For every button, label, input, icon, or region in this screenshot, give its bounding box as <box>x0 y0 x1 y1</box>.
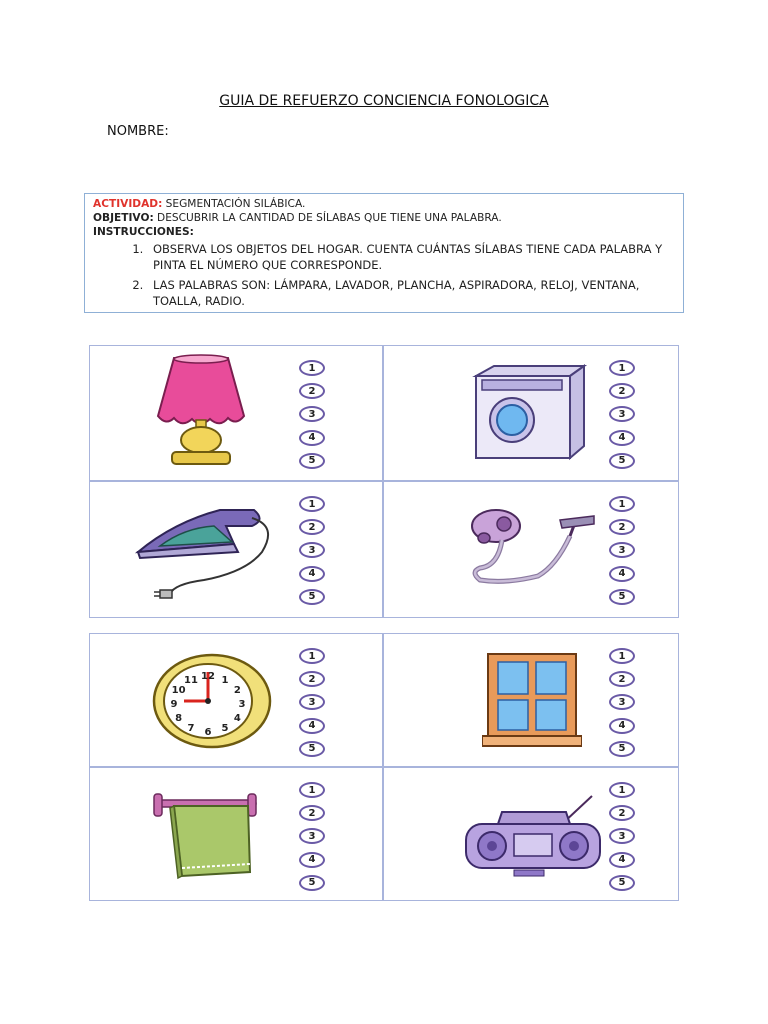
clock-numeral: 6 <box>204 727 212 738</box>
objective-text: DESCUBRIR LA CANTIDAD DE SÍLABAS QUE TIENE UNA PALABRA. <box>153 212 502 224</box>
number-option-4[interactable]: 4 <box>609 430 635 446</box>
number-option-3[interactable]: 3 <box>609 694 635 710</box>
number-option-2[interactable]: 2 <box>299 519 325 535</box>
number-option-3[interactable]: 3 <box>299 694 325 710</box>
number-option-1[interactable]: 1 <box>609 496 635 512</box>
instruction-step: 2. LAS PALABRAS SON: LÁMPARA, LAVADOR, PLANCHA, ASPIRADORA, RELOJ, VENTANA, TOALLA, RADIO. <box>147 277 675 309</box>
number-option-4[interactable]: 4 <box>609 718 635 734</box>
number-option-3[interactable]: 3 <box>609 542 635 558</box>
clock-numeral: 8 <box>175 713 183 724</box>
clock-numeral: 3 <box>238 699 246 710</box>
number-option-2[interactable]: 2 <box>609 671 635 687</box>
activity-line <box>93 197 675 211</box>
clock-icon <box>150 652 274 750</box>
number-option-3[interactable]: 3 <box>299 406 325 422</box>
item-cell-towel <box>90 768 382 900</box>
activity-label: ACTIVIDAD: <box>93 198 163 210</box>
number-option-4[interactable]: 4 <box>299 430 325 446</box>
page-title: GUIA DE REFUERZO CONCIENCIA FONOLOGICA <box>219 93 549 109</box>
number-option-1[interactable]: 1 <box>609 782 635 798</box>
activity-grid-bottom <box>89 633 679 901</box>
number-option-5[interactable]: 5 <box>299 453 325 469</box>
item-cell-lamp <box>90 346 382 480</box>
number-option-5[interactable]: 5 <box>609 453 635 469</box>
item-cell-washing-machine <box>384 346 678 480</box>
item-cell-clock <box>90 634 382 766</box>
number-option-4[interactable]: 4 <box>609 852 635 868</box>
activity-text: SEGMENTACIÓN SILÁBICA. <box>162 198 306 210</box>
objective-line <box>93 211 675 225</box>
number-option-5[interactable]: 5 <box>299 875 325 891</box>
number-option-3[interactable]: 3 <box>609 406 635 422</box>
item-cell-vacuum-cleaner <box>384 482 678 617</box>
number-option-4[interactable]: 4 <box>299 852 325 868</box>
number-option-3[interactable]: 3 <box>299 542 325 558</box>
radio-icon <box>462 794 604 880</box>
instructions-list <box>93 241 675 309</box>
number-option-2[interactable]: 2 <box>609 383 635 399</box>
clock-numeral: 11 <box>184 674 198 686</box>
activity-grid-top <box>89 345 679 618</box>
clock-numeral: 4 <box>233 713 241 724</box>
clock-numeral: 7 <box>187 723 195 735</box>
number-option-3[interactable]: 3 <box>609 828 635 844</box>
iron-icon <box>134 492 280 606</box>
number-option-1[interactable]: 1 <box>299 360 325 376</box>
number-option-4[interactable]: 4 <box>299 718 325 734</box>
instructions-box <box>84 193 684 313</box>
clock-numeral: 10 <box>171 685 186 696</box>
clock-numeral: 5 <box>221 723 229 735</box>
window-icon <box>482 650 582 750</box>
number-option-5[interactable]: 5 <box>609 589 635 605</box>
item-cell-iron <box>90 482 382 617</box>
objective-label: OBJETIVO: <box>93 212 154 224</box>
instructions-label: INSTRUCCIONES: <box>93 226 194 238</box>
instruction-step: 1. OBSERVA LOS OBJETOS DEL HOGAR. CUENTA CUÁNTAS SÍLABAS TIENE CADA PALABRA Y PINTA EL NÚMERO QUE CORRESPONDE. <box>147 241 675 273</box>
number-option-4[interactable]: 4 <box>299 566 325 582</box>
clock-numeral: 9 <box>170 699 178 710</box>
towel-icon <box>152 786 262 890</box>
number-option-1[interactable]: 1 <box>609 360 635 376</box>
number-option-5[interactable]: 5 <box>609 875 635 891</box>
instructions-heading <box>93 225 675 239</box>
item-cell-radio <box>384 768 678 900</box>
number-option-5[interactable]: 5 <box>299 589 325 605</box>
number-option-2[interactable]: 2 <box>299 383 325 399</box>
number-option-5[interactable]: 5 <box>299 741 325 757</box>
number-option-5[interactable]: 5 <box>609 741 635 757</box>
vacuum-cleaner-icon <box>466 502 598 590</box>
number-option-2[interactable]: 2 <box>609 519 635 535</box>
number-option-1[interactable]: 1 <box>299 496 325 512</box>
number-option-2[interactable]: 2 <box>609 805 635 821</box>
clock-numeral: 1 <box>221 674 229 686</box>
lamp-icon <box>152 354 252 472</box>
clock-numeral: 12 <box>201 671 215 682</box>
name-label: NOMBRE: <box>107 124 169 139</box>
number-option-4[interactable]: 4 <box>609 566 635 582</box>
number-option-1[interactable]: 1 <box>299 782 325 798</box>
number-option-1[interactable]: 1 <box>299 648 325 664</box>
clock-numeral: 2 <box>233 685 241 696</box>
washing-machine-icon <box>472 362 588 462</box>
number-option-2[interactable]: 2 <box>299 671 325 687</box>
item-cell-window <box>384 634 678 766</box>
number-option-3[interactable]: 3 <box>299 828 325 844</box>
number-option-1[interactable]: 1 <box>609 648 635 664</box>
number-option-2[interactable]: 2 <box>299 805 325 821</box>
